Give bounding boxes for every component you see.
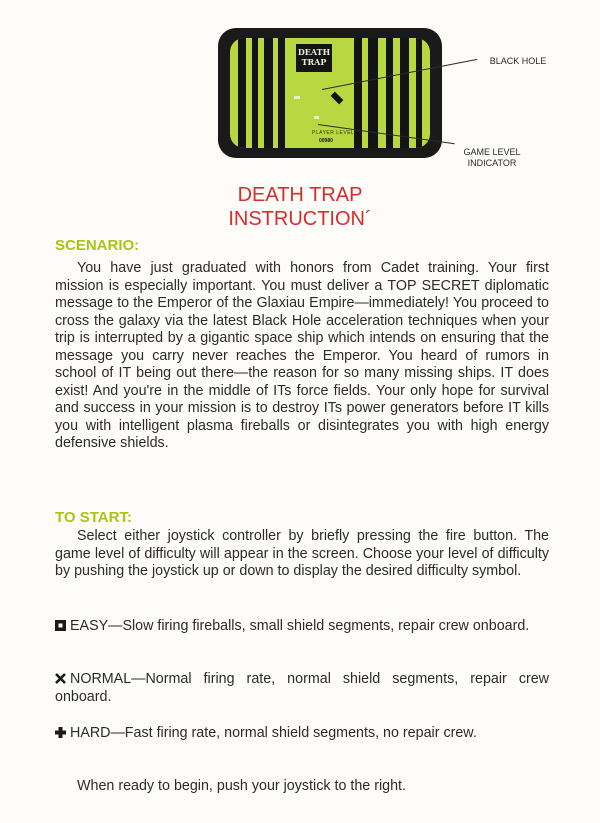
scenario-heading: SCENARIO: [55,237,140,254]
to-start-text: Select either joystick controller by briefly pressing the fire button. The game level of difficulty will appear in the screen. Choose your level of difficulty by pushing the joystick up or down to display the desired difficulty symbol. [55,528,549,579]
shield-bar [354,38,362,148]
label-game-level: GAME LEVEL INDICATOR [463,147,521,168]
shield-bar [386,38,393,148]
page-title-line2: INSTRUCTION´ [228,208,372,230]
black-hole-sprite [331,92,344,105]
closing-text: When ready to begin, push your joystick to the right. [77,778,407,794]
game-screen [230,38,430,148]
page-title-line1: DEATH TRAP [237,184,363,206]
shield-bar [238,38,246,148]
tv-figure [218,28,442,158]
to-start-heading: TO START: [55,509,132,526]
shield-bar [400,38,409,148]
fireball-sprite [314,116,319,119]
hud-score: 00980 [319,138,333,144]
shield-bar [252,38,258,148]
square-icon [55,620,66,631]
ship-sprite [294,96,300,99]
game-logo: DEATH TRAP [296,44,332,72]
level-easy: EASY—Slow firing fireballs, small shield segments, repair crew onboard. [55,618,549,636]
hud-label: PLAYER LEVEL [312,130,355,136]
shield-bar [416,38,422,148]
x-icon [55,673,66,684]
plus-icon [55,727,66,738]
shield-bar [278,38,285,148]
shield-bar [264,38,273,148]
level-hard: HARD—Fast firing rate, normal shield segments, no repair crew. [55,725,549,743]
scenario-text: You have just graduated with honors from Cadet training. Your first mission is especially important. You must deliver a TOP SECRET diplomatic message to the Emperor of the Glaxiau Empire—immediately! You proceed to cross the galaxy via the latest Black Hole acceleration techniques when your trip is interrupted by a gigantic space ship which intends on ensuring that the message you carry never reaches the Emperor. You heard of rumors in school of IT being out there—the reason for so many missing ships. IT does exist! And you're in the middle of ITs force fields. Your only hope for survival and success in your mission is to destroy ITs power generators before IT kills you with intelligent plasma fireballs or disintegrates you with high energy defensive shields. [55,260,549,451]
label-black-hole: BLACK HOLE [489,56,547,66]
level-normal: NORMAL—Normal firing rate, normal shield segments, repair crew onboard. [55,671,549,705]
